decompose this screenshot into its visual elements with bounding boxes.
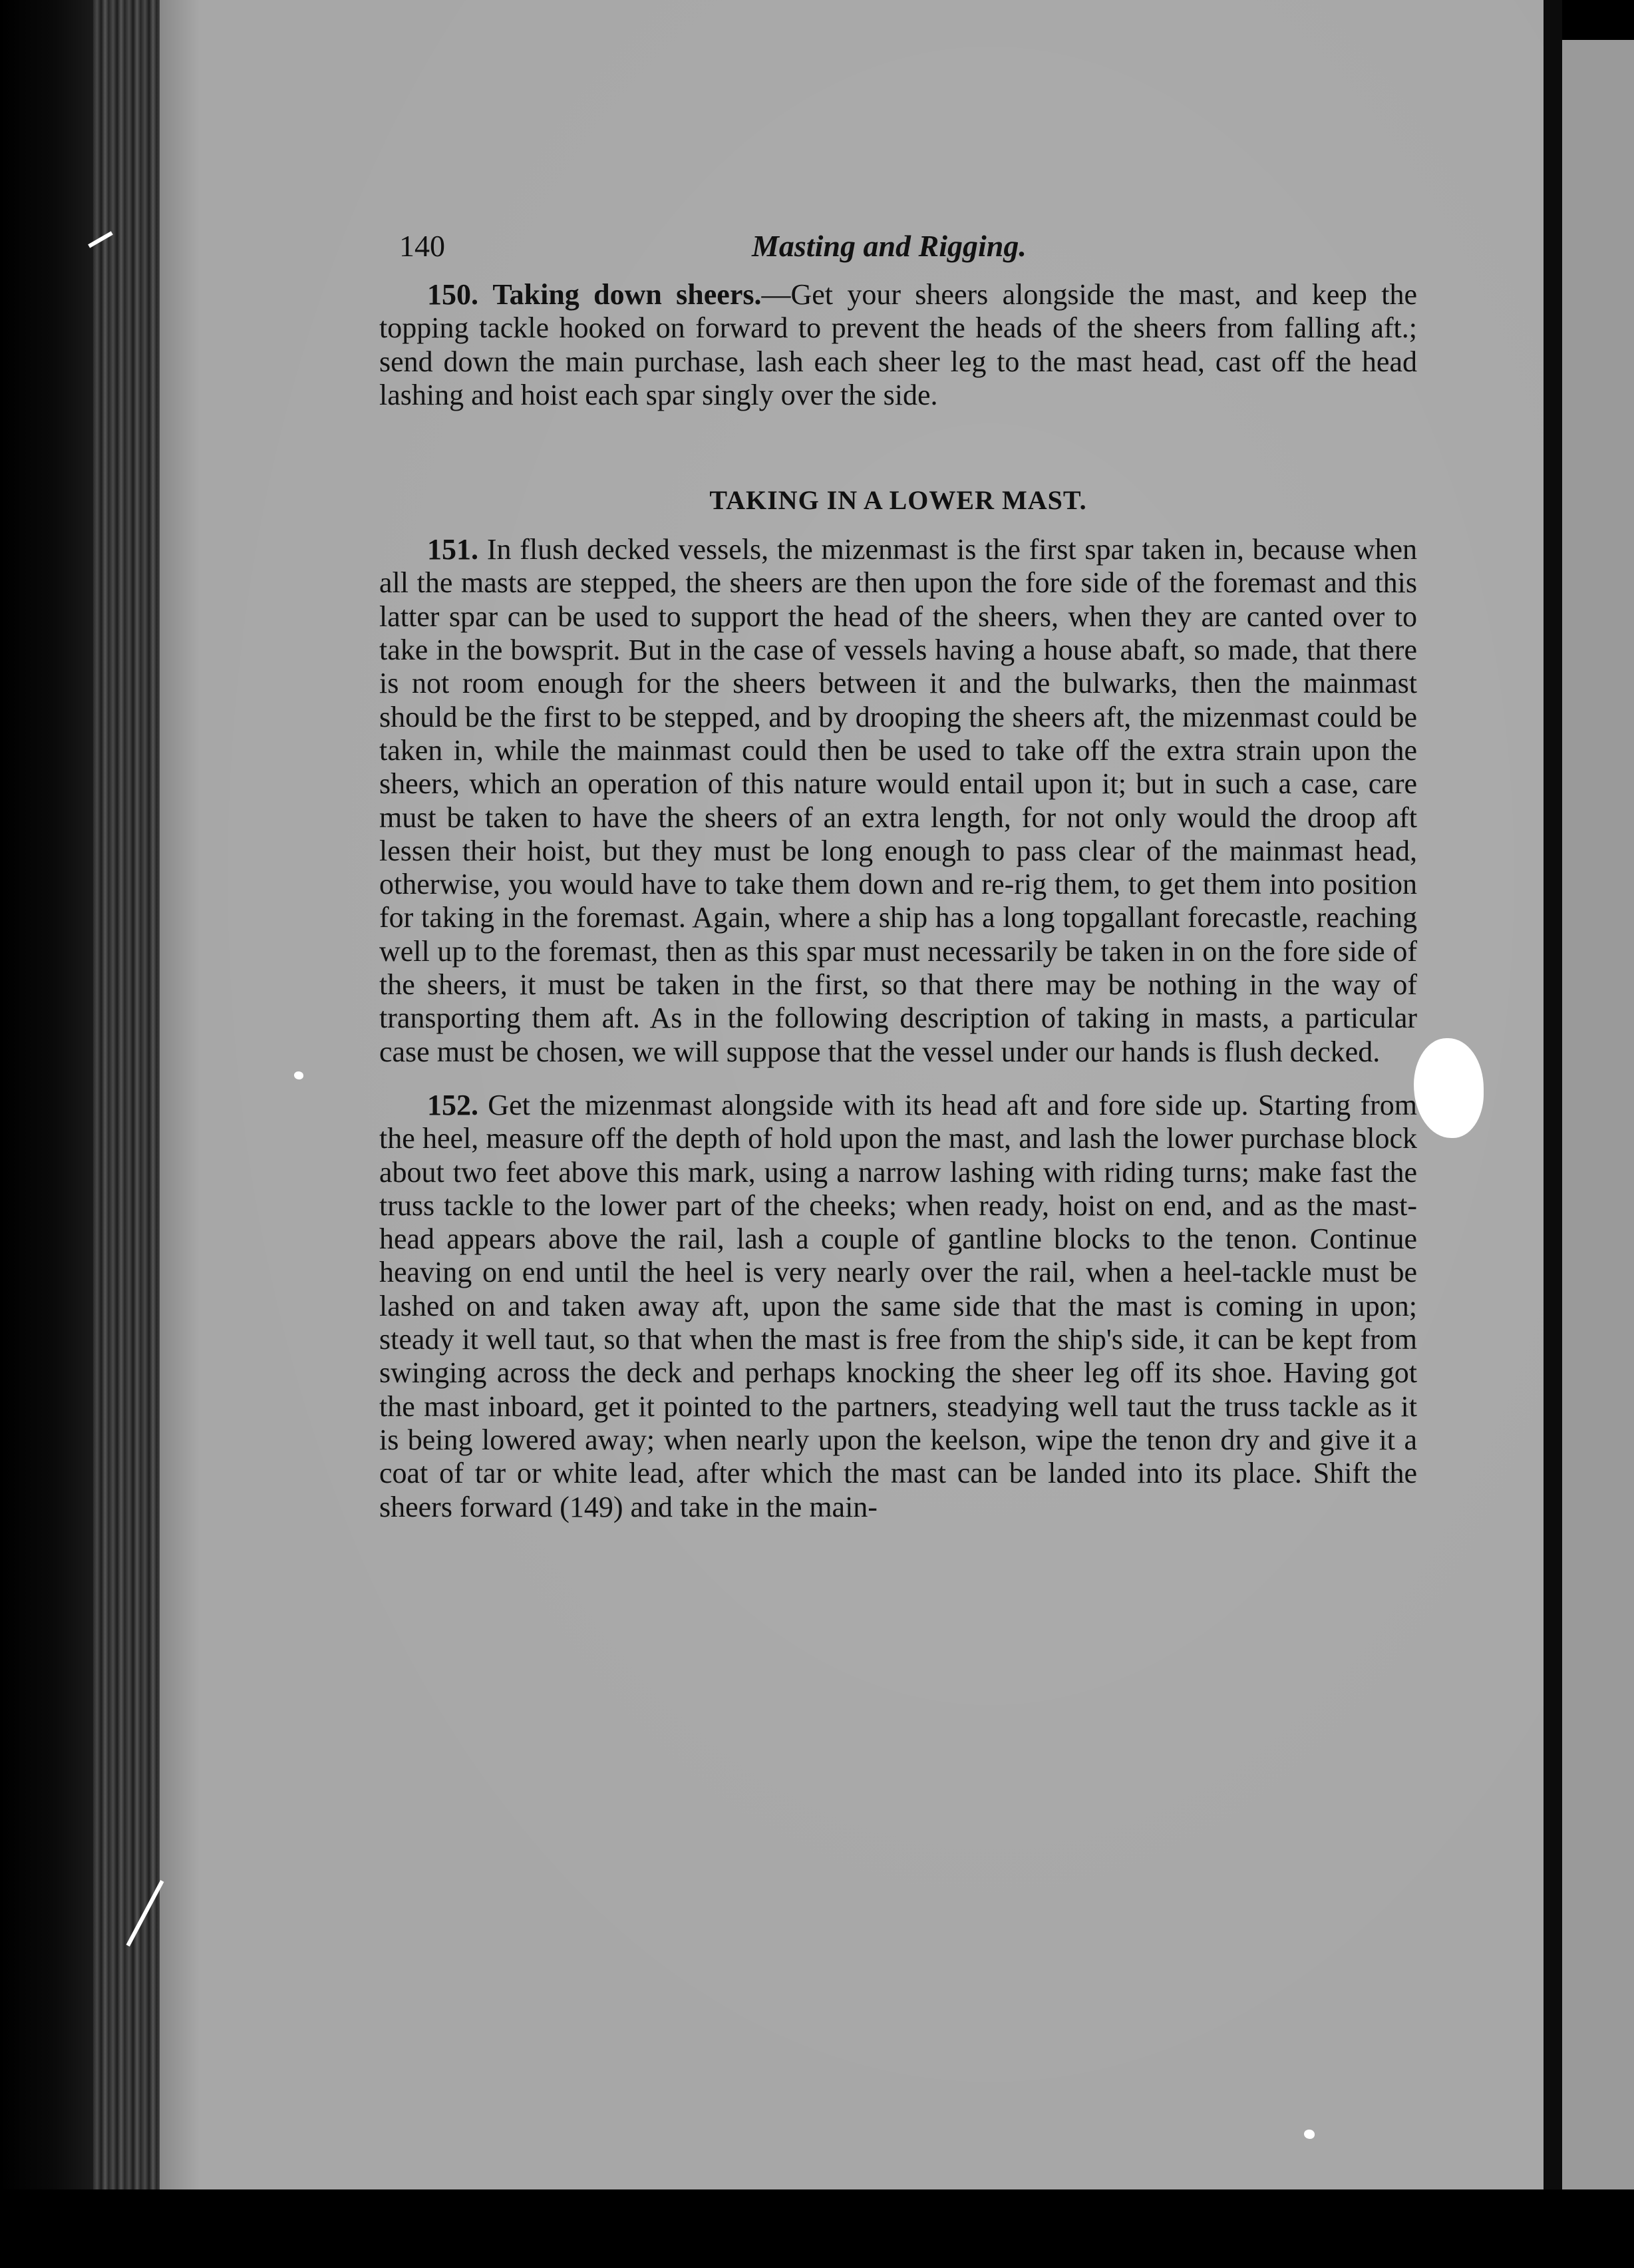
paragraph-heading: Taking down sheers. — [492, 278, 762, 311]
paragraph-number: 150. — [427, 278, 478, 311]
scan-spot-small-2 — [294, 1071, 303, 1079]
paragraph-text: Get the mizenmast alongside with its head aft and fore side up. Starting from the heel, measure off the depth of hold upon the mast, and lash the lower purchase block about two feet above this mark, using a narrow lashing with riding turns; make fast the truss tackle to the lower part of the cheeks; when ready, hoist on end, and as the mast-head appears above the rail, lash a couple of gantline blocks to the tenon. Continue heaving on end until the heel is very nearly over the rail, when a heel-tackle must be lashed on and taken away aft, upon the same side that the mast is coming in upon; steady it well taut, so that when the mast is free from the ship's side, it can be kept from swinging across the deck and perhaps knocking the sheer leg off its shoe. Having got the mast inboard, get it pointed to the partners, steadying well taut the truss tackle as it is being lowered away; when nearly upon the keelson, wipe the tenon dry and give it a coat of tar or white lead, after which the mast can be landed into its place. Shift the sheers forward (149) and take in the main- — [379, 1088, 1417, 1523]
paragraph-number: 151. — [427, 533, 478, 566]
running-title: Masting and Rigging. — [752, 229, 1027, 263]
scan-left-edge — [0, 0, 93, 2268]
book-binding — [93, 0, 160, 2268]
adjacent-page-edge — [1562, 40, 1634, 2189]
running-head — [379, 220, 1417, 273]
paragraph-152 — [379, 1089, 1417, 1524]
paragraph-text: In flush decked vessels, the mizenmast is the first spar taken in, because when all the masts are stepped, the sheers are then upon the fore side of the foremast and this latter spar can be used to support the head of the sheers, when they are canted over to take in the bowsprit. But in the case of vessels having a house abaft, so made, that there is not room enough for the sheers between it and the bulwarks, then the mainmast should be the first to be stepped, and by drooping the sheers aft, the mizenmast could be taken in, while the mainmast could then be used to take off the extra strain upon the sheers, which an operation of this nature would entail upon it; but in such a case, care must be taken to have the sheers of an extra length, for not only would the droop aft lessen their hoist, but they must be long enough to pass clear of the mainmast head, otherwise, you would have to take them down and re-rig them, to get them into position for taking in the foremast. Again, where a ship has a long topgallant forecastle, reaching well up to the foremast, then as this spar must necessarily be taken in on the fore side of the sheers, it must be taken in the first, so that there may be nothing in the way of transporting them aft. As in the following description of taking in masts, a particular case must be chosen, we will suppose that the vessel under our hands is flush decked. — [379, 533, 1418, 1068]
page-number: 140 — [399, 229, 445, 263]
paragraph-number: 152. — [427, 1088, 478, 1121]
paragraph-text: —Get your sheers alongside the mast, and keep the topping tackle hooked on forward to prevent the heads of the sheers from falling aft.; send down the main purchase, lash each sheer leg to the mast head, cast off the head lashing and hoist each spar singly over the side. — [379, 278, 1418, 411]
scan-bottom-edge — [0, 2189, 1634, 2268]
paragraph-151 — [379, 533, 1417, 1069]
page-text — [379, 220, 1417, 1524]
page-gutter-right — [1544, 0, 1562, 2189]
scan-spot-small — [1304, 2130, 1315, 2139]
paragraph-150 — [379, 278, 1417, 412]
section-heading: TAKING IN A LOWER MAST. — [709, 485, 1087, 516]
